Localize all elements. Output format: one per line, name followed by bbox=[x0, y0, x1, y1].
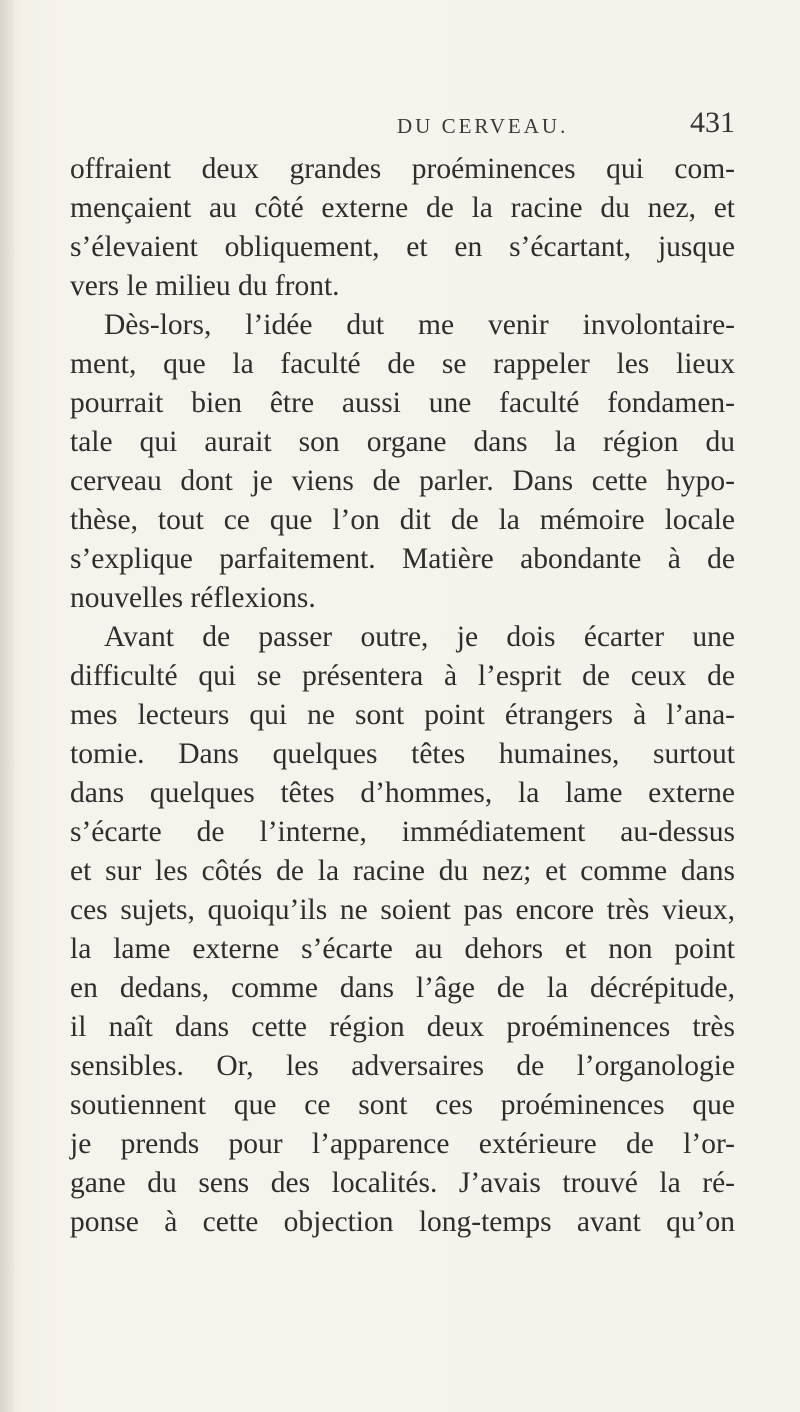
text-line: s’écarte de l’interne, immédiatement au-dessus bbox=[70, 816, 735, 848]
text-line: ment, que la faculté de se rappeler les lieux bbox=[70, 348, 735, 380]
page-number: 431 bbox=[690, 106, 735, 139]
text-line: pourrait bien être aussi une faculté fondamen- bbox=[70, 387, 735, 419]
text-line: dans quelques têtes d’hommes, la lame externe bbox=[70, 777, 735, 809]
text-line: soutiennent que ce sont ces proéminences que bbox=[70, 1089, 735, 1121]
text-line: difficulté qui se présentera à l’esprit de ceux de bbox=[70, 660, 735, 692]
text-line: cerveau dont je viens de parler. Dans cette hypo- bbox=[70, 465, 735, 497]
text-line: tomie. Dans quelques têtes humaines, surtout bbox=[70, 738, 735, 770]
text-line: sensibles. Or, les adversaires de l’organologie bbox=[70, 1050, 735, 1082]
text-line: Avant de passer outre, je dois écarter une bbox=[104, 621, 735, 653]
body-text bbox=[70, 150, 735, 1242]
text-line: la lame externe s’écarte au dehors et non point bbox=[70, 933, 735, 965]
text-line: tale qui aurait son organe dans la région du bbox=[70, 426, 735, 458]
text-line: gane du sens des localités. J’avais trouvé la ré- bbox=[70, 1167, 735, 1199]
text-line: il naît dans cette région deux proéminences très bbox=[70, 1011, 735, 1043]
text-line: en dedans, comme dans l’âge de la décrépitude, bbox=[70, 972, 735, 1004]
text-line: je prends pour l’apparence extérieure de l’or- bbox=[70, 1128, 735, 1160]
text-line: ces sujets, quoiqu’ils ne soient pas encore très vieux, bbox=[70, 894, 735, 926]
page-gutter bbox=[0, 0, 14, 1412]
page-header bbox=[70, 106, 745, 146]
text-line: nouvelles réflexions. bbox=[70, 582, 316, 614]
text-line: ponse à cette objection long-temps avant qu’on bbox=[70, 1206, 735, 1238]
running-head: DU CERVEAU. bbox=[397, 114, 569, 138]
text-line: offraient deux grandes proéminences qui com- bbox=[70, 153, 735, 185]
text-line: mes lecteurs qui ne sont point étrangers à l’ana- bbox=[70, 699, 735, 731]
text-line: vers le milieu du front. bbox=[70, 270, 340, 302]
text-line: et sur les côtés de la racine du nez; et comme dans bbox=[70, 855, 735, 887]
text-line: Dès-lors, l’idée dut me venir involontaire- bbox=[104, 309, 735, 341]
text-line: thèse, tout ce que l’on dit de la mémoire locale bbox=[70, 504, 735, 536]
text-line: s’élevaient obliquement, et en s’écartant, jusque bbox=[70, 231, 735, 263]
text-line: mençaient au côté externe de la racine du nez, et bbox=[70, 192, 735, 224]
text-line: s’explique parfaitement. Matière abondante à de bbox=[70, 543, 735, 575]
